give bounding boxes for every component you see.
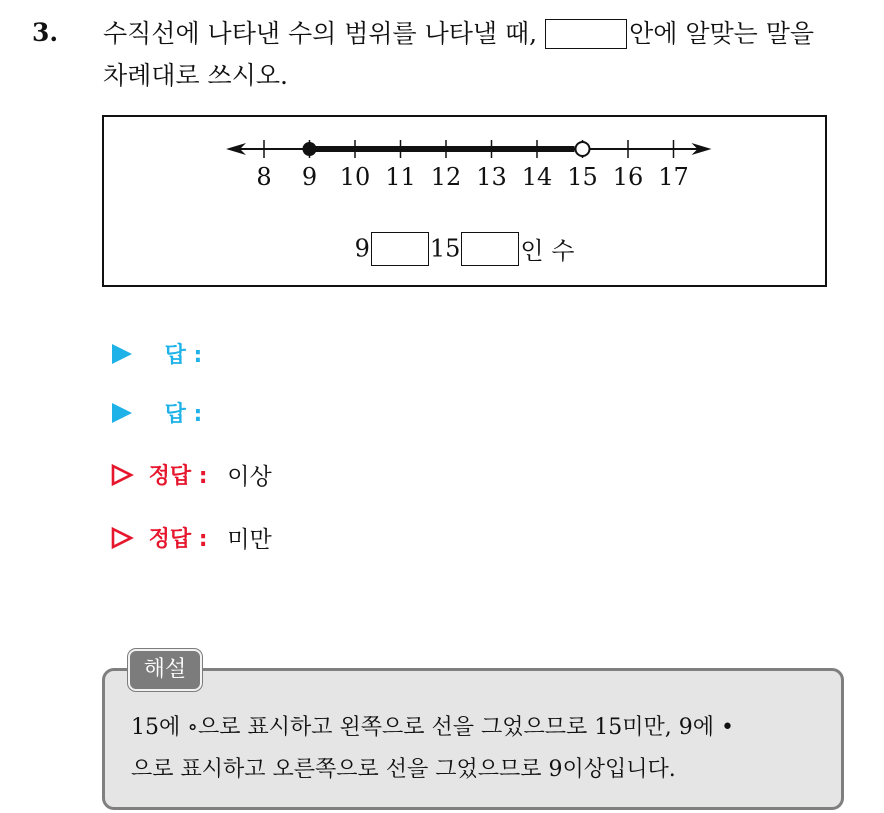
- tick-label: 17: [658, 163, 689, 191]
- correct-answer-value: 이상: [227, 464, 272, 490]
- question-blank-box: [545, 19, 627, 49]
- question-number: 3.: [32, 18, 59, 47]
- range-blank-2: [461, 232, 519, 266]
- open-point: [576, 142, 590, 156]
- play-arrow-filled-icon: [109, 341, 135, 367]
- tick-label: 15: [567, 163, 598, 191]
- tick-label: 13: [476, 163, 507, 191]
- answer-row-2: [109, 397, 214, 429]
- question-text-line1: [103, 18, 814, 51]
- tick-label: 12: [430, 163, 462, 191]
- tick-label: 8: [256, 163, 272, 191]
- correct-answer-value: 미만: [227, 527, 272, 553]
- range-middle: 15: [429, 234, 461, 263]
- explanation-tag: 해설: [128, 649, 202, 691]
- number-line: [104, 117, 825, 207]
- tick-label: 14: [521, 163, 553, 191]
- closed-point: [303, 142, 317, 156]
- tick-label: 9: [301, 163, 318, 191]
- answer-row-1: [109, 338, 214, 370]
- answer-row-4: [109, 521, 272, 553]
- range-end: 인 수: [520, 237, 575, 265]
- question-text-line2: 차례대로 쓰시오.: [103, 61, 288, 90]
- play-arrow-outline-icon: [109, 525, 135, 551]
- play-arrow-outline-icon: [109, 462, 135, 488]
- range-start: 9: [354, 234, 370, 263]
- answer-row-3: [109, 458, 272, 490]
- tick-label: 16: [612, 163, 644, 191]
- tick-label: 10: [339, 163, 371, 191]
- explanation-text: [131, 707, 827, 791]
- figure-box: [102, 115, 827, 287]
- explanation-box: [102, 668, 844, 810]
- explanation-line-1: 15에 ∘으로 표시하고 왼쪽으로 선을 그었으므로 15미만, 9에 •: [131, 715, 734, 740]
- play-arrow-filled-icon: [109, 400, 135, 426]
- tick-label: 11: [385, 163, 416, 191]
- range-blank-1: [371, 232, 429, 266]
- question-text-before-blank: 수직선에 나타낸 수의 범위를 나타낼 때,: [103, 19, 538, 48]
- question-text-after-blank: 안에 알맞는 말을: [629, 19, 815, 48]
- range-expression: [104, 231, 825, 266]
- correct-answer-label: 정답 :: [148, 527, 208, 552]
- answer-label: 답 :: [164, 343, 203, 368]
- explanation-line-2: 으로 표시하고 오른쪽으로 선을 그었으므로 9이상입니다.: [131, 757, 676, 782]
- answer-label: 답 :: [164, 402, 203, 427]
- correct-answer-label: 정답 :: [148, 464, 208, 489]
